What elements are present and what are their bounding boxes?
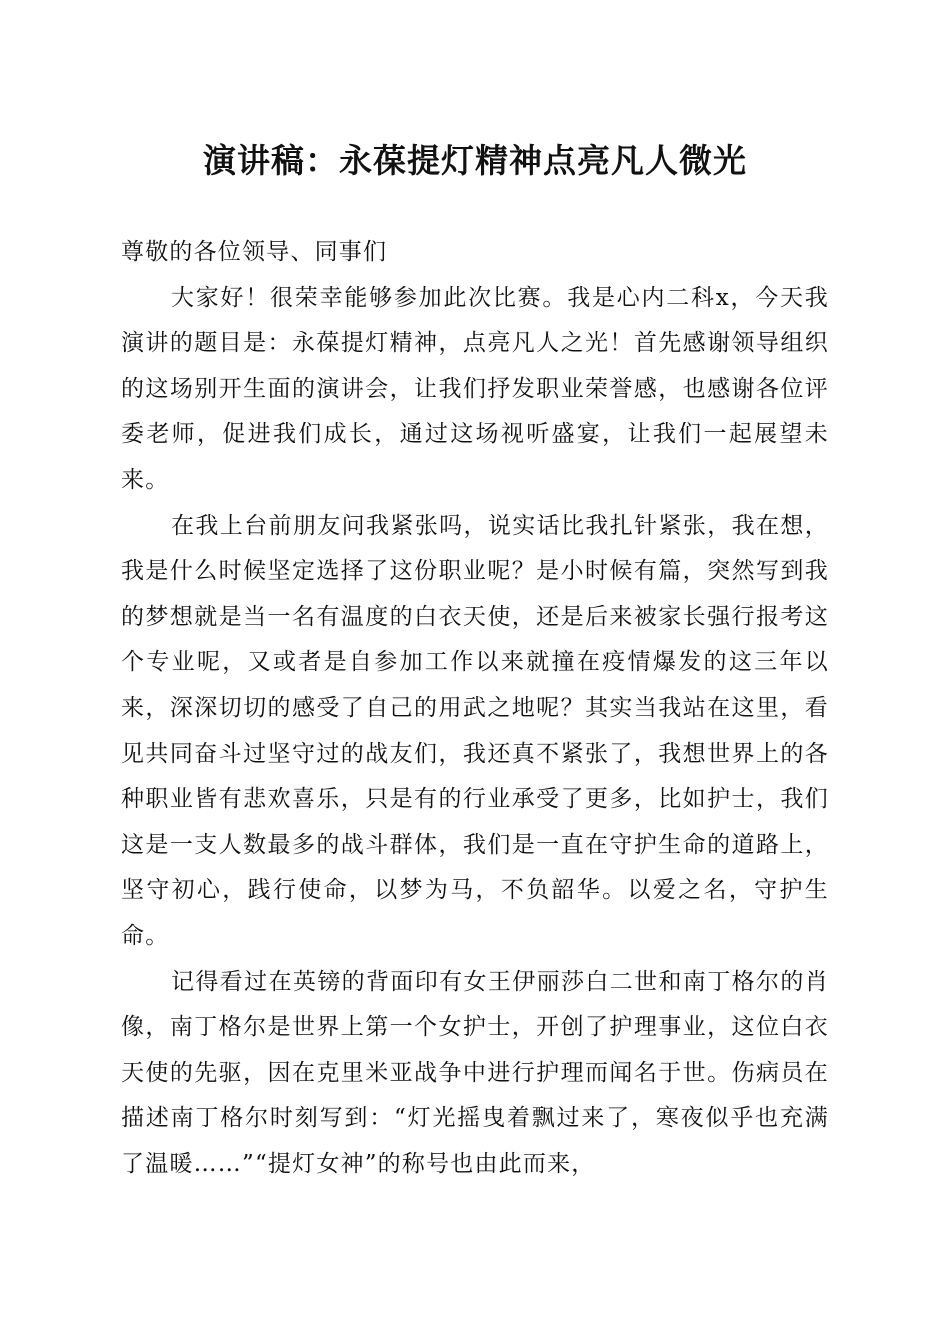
document-title: 演讲稿：永葆提灯精神点亮凡人微光: [203, 141, 747, 180]
document-body: [121, 230, 829, 1187]
paragraph-3: 记得看过在英镑的背面印有女王伊丽莎白二世和南丁格尔的肖像，南丁格尔是世界上第一个女护士，开创了护理事业，这位白衣天使的先驱，因在克里米亚战争中进行护理而闻名于世。伤病员在描述南丁格尔时刻写到：“灯光摇曳着飘过来了，寒夜似乎也充满了温暖……”“提灯女神”的称号也由此而来，: [121, 968, 829, 1177]
salutation: 尊敬的各位领导、同事们: [121, 239, 388, 265]
paragraph-2: 在我上台前朋友问我紧张吗，说实话比我扎针紧张，我在想，我是什么时候坚定选择了这份职业呢？是小时候有篇，突然写到我的梦想就是当一名有温度的白衣天使，还是后来被家长强行报考这个专业呢，又或者是自参加工作以来就撞在疫情爆发的这三年以来，深深切切的感受了自己的用武之地呢？其实当我站在这里，看见共同奋斗过坚守过的战友们，我还真不紧张了，我想世界上的各种职业皆有悲欢喜乐，只是有的行业承受了更多，比如护士，我们这是一支人数最多的战斗群体，我们是一直在守护生命的道路上，坚守初心，践行使命，以梦为马，不负韶华。以爱之名，守护生命。: [121, 512, 829, 949]
paragraph-1: 大家好！很荣幸能够参加此次比赛。我是心内二科x，今天我演讲的题目是：永葆提灯精神，点亮凡人之光！首先感谢领导组织的这场别开生面的演讲会，让我们抒发职业荣誉感，也感谢各位评委老师，促进我们成长，通过这场视听盛宴，让我们一起展望未来。: [121, 284, 829, 493]
